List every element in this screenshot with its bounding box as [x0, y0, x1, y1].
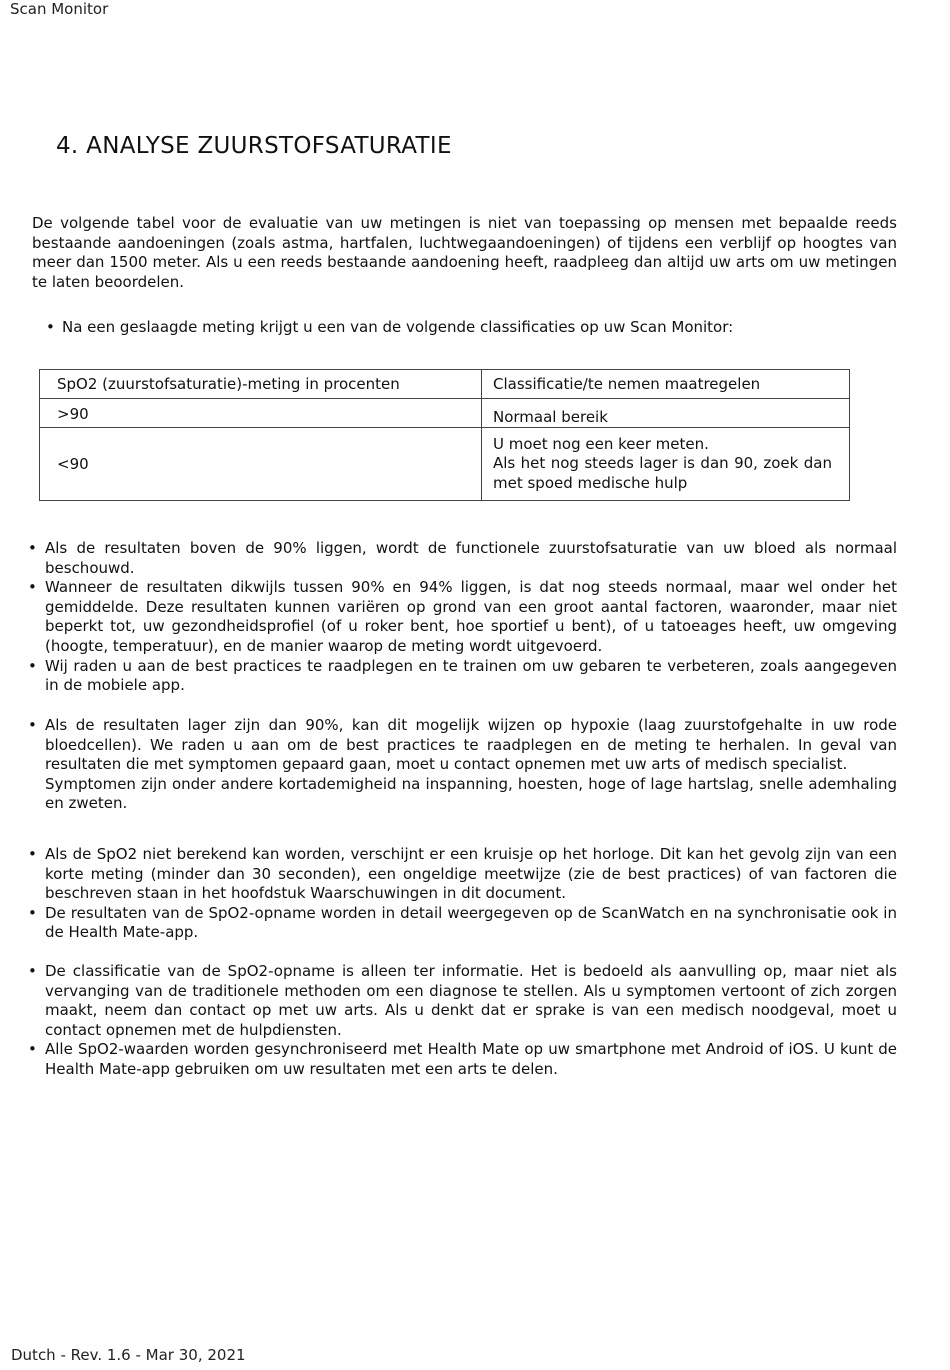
list-item — [0, 845, 900, 904]
list-item-text: Als de SpO2 niet berekend kan worden, verschijnt er een kruisje op het horloge. Dit kan het gevolg zijn van een korte meting (minder dan 30 seconden), een ongeldige meetwijze (zie de best practices) of van factoren die beschreven staan in het hoofdstuk Waarschuwingen in dit document. — [45, 845, 897, 903]
bullet-marker: • — [28, 903, 37, 922]
list-item-text: Wanneer de resultaten dikwijls tussen 90% en 94% liggen, is dat nog steeds normaal, maar wel onder het gemiddelde. Deze resultaten kunnen variëren op grond van een groot aantal factoren, waaronder, maar niet beperkt tot, uw gezondheidsprofiel (of u roker bent, hoe sportief u bent), of u tatoeages heeft, uw omgeving (hoogte, temperatuur), en de manier waarop de meting wordt uitgevoerd. — [45, 578, 897, 655]
bullet-list-not-computed — [0, 845, 900, 943]
table-row — [40, 399, 850, 428]
classification-line: Als het nog steeds lager is dan 90, zoek dan met spoed medische hulp — [493, 454, 832, 492]
list-item-text: De classificatie van de SpO2-opname is alleen ter informatie. Het is bedoeld als aanvulling op, maar niet als vervanging van de traditionele methoden om een diagnose te stellen. Als u symptomen vertoont of zich zorgen maakt, neem dan contact op met uw arts. Als u denkt dat er sprake is van een medisch noodgeval, moet u contact opnemen met de hulpdiensten. — [45, 962, 897, 1039]
table-cell-classification — [482, 428, 850, 501]
document-header-title: Scan Monitor — [10, 0, 109, 18]
list-item-text: Als de resultaten boven de 90% liggen, wordt de functionele zuurstofsaturatie van uw bloed als normaal beschouwd. — [45, 539, 897, 577]
bullet-marker: • — [28, 578, 37, 597]
classification-intro-text: Na een geslaagde meting krijgt u een van de volgende classificaties op uw Scan Monitor: — [62, 318, 734, 336]
list-item — [0, 578, 900, 656]
intro-paragraph: De volgende tabel voor de evaluatie van uw metingen is niet van toepassing op mensen met bepaalde reeds bestaande aandoeningen (zoals astma, hartfalen, luchtwegaandoeningen) of tijdens een verblijf op hoogtes van meer dan 1500 meter. Als u een reeds bestaande aandoening heeft, raadpleeg dan altijd uw arts om uw metingen te laten beoordelen. — [32, 214, 897, 291]
list-item-text: Wij raden u aan de best practices te raadplegen en te trainen om uw gebaren te verbeteren, zoals aangegeven in de mobiele app. — [45, 656, 897, 695]
bullet-list-low-results — [0, 716, 900, 814]
bullet-marker: • — [28, 716, 37, 734]
spo2-classification-table — [39, 369, 850, 501]
list-item — [0, 657, 900, 696]
bullet-marker: • — [28, 1040, 37, 1059]
list-item-text: Als de resultaten lager zijn dan 90%, kan dit mogelijk wijzen op hypoxie (laag zuurstofgehalte in uw rode bloedcellen). We raden u aan om de best practices te raadplegen en de meting te herhalen. In geval van resultaten die met symptomen gepaard gaan, moet u contact opnemen met uw arts of medisch specialist. — [45, 716, 897, 774]
bullet-marker: • — [28, 539, 37, 557]
list-item-text: Alle SpO2-waarden worden gesynchroniseerd met Health Mate op uw smartphone met Android of iOS. U kunt de Health Mate-app gebruiken om uw resultaten met een arts te delen. — [45, 1040, 897, 1078]
table-header-measurement: SpO2 (zuurstofsaturatie)-meting in procenten — [40, 370, 482, 399]
list-item — [0, 1040, 900, 1079]
table-header-row — [40, 370, 850, 399]
bullet-list-disclaimer — [0, 962, 900, 1080]
table-cell-classification — [482, 399, 850, 428]
list-item — [0, 716, 900, 814]
classification-line: U moet nog een keer meten. — [493, 434, 709, 453]
classification-line: Normaal bereik — [493, 408, 608, 426]
document-footer-revision: Dutch - Rev. 1.6 - Mar 30, 2021 — [11, 1346, 246, 1364]
table-row — [40, 428, 850, 501]
list-item-continuation: Symptomen zijn onder andere kortademigheid na inspanning, hoesten, hoge of lage hartslag, snelle ademhaling en zweten. — [45, 774, 897, 813]
bullet-marker: • — [28, 656, 37, 675]
list-item-text: De resultaten van de SpO2-opname worden in detail weergegeven op de ScanWatch en na synchronisatie ook in de Health Mate-app. — [45, 903, 897, 942]
table-header-classification: Classificatie/te nemen maatregelen — [482, 370, 850, 399]
section-title: 4. ANALYSE ZUURSTOFSATURATIE — [56, 133, 452, 159]
list-item — [0, 539, 900, 578]
list-item — [0, 904, 900, 943]
bullet-list-normal-results — [0, 539, 900, 696]
bullet-marker: • — [46, 318, 55, 336]
table-cell-value: <90 — [40, 428, 482, 501]
list-item — [0, 962, 900, 1040]
table-cell-value: >90 — [40, 399, 482, 428]
bullet-marker: • — [28, 962, 37, 980]
bullet-marker: • — [28, 845, 37, 863]
